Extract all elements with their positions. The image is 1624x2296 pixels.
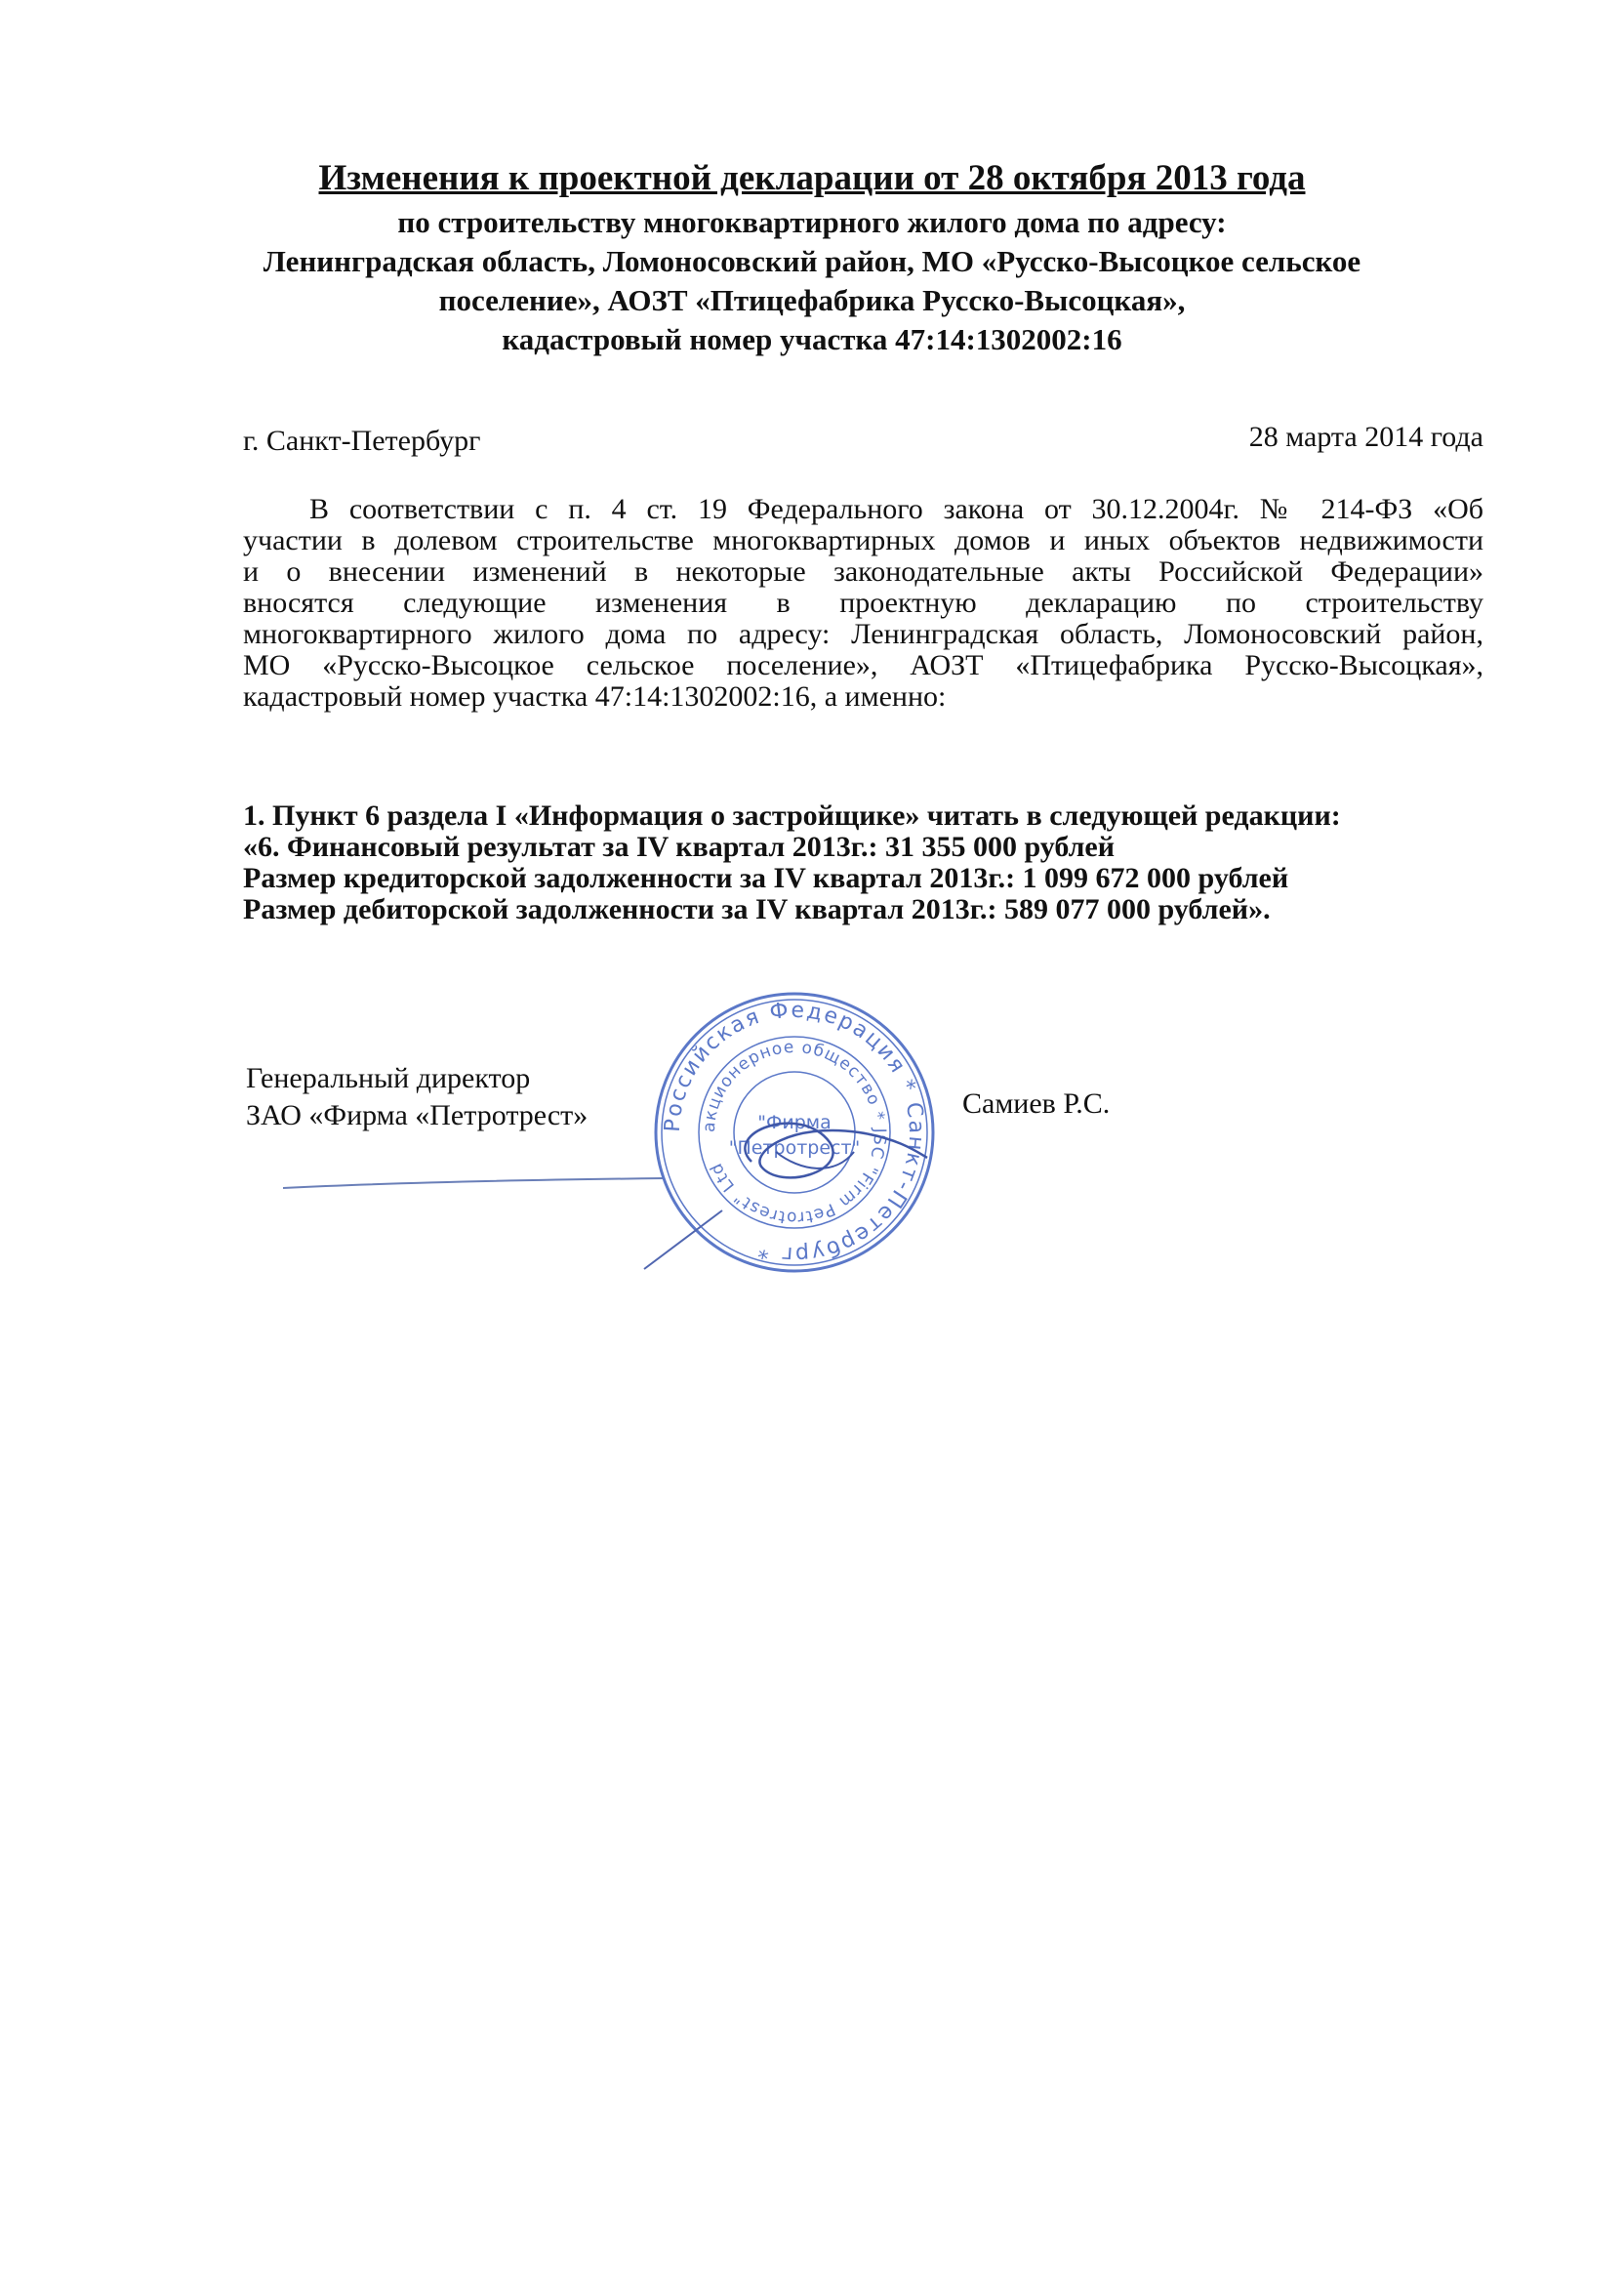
signatory-name: Самиев Р.С. [962,1087,1111,1120]
amendment-line: Размер кредиторской задолженности за IV квартал 2013г.: 1 099 672 000 рублей [243,862,1289,894]
body-line: и о внесении изменений в некоторые законодательные акты Российской Федерации» [243,555,1483,588]
signatory-position-line: Генеральный директор [246,1062,531,1094]
document-date: 28 марта 2014 года [1248,421,1483,453]
body-line: кадастровый номер участка 47:14:1302002:16, а именно: [243,680,947,713]
body-line: многоквартирного жилого дома по адресу: Ленинградская область, Ломоносовский район, [243,618,1483,650]
body-line: вносятся следующие изменения в проектную декларацию по строительству [243,587,1483,619]
amendment-line: 1. Пункт 6 раздела I «Информация о застройщике» читать в следующей редакции: [243,800,1341,832]
document-subtitle [234,203,1390,359]
handwritten-signature [605,1064,976,1289]
body-paragraph [243,494,1483,713]
document-place: г. Санкт-Петербург [243,425,481,457]
stamp-center-line: "Петротрест" [728,1137,861,1159]
subtitle-line: кадастровый номер участка 47:14:1302002:16 [502,322,1122,356]
amendment-line: Размер дебиторской задолженности за IV квартал 2013г.: 589 077 000 рублей». [243,893,1271,925]
document-title: Изменения к проектной декларации от 28 октября 2013 года [318,158,1306,198]
body-line: участии в долевом строительстве многоквартирных домов и иных объектов недвижимости [243,524,1483,556]
amendment-block [243,800,1502,925]
body-line: В соответствии с п. 4 ст. 19 Федерального закона от 30.12.2004г. № 214-ФЗ «Об [309,493,1483,525]
signatory-position-line: ЗАО «Фирма «Петротрест» [246,1099,589,1131]
subtitle-line: по строительству многоквартирного жилого дома по адресу: [397,205,1227,239]
body-line: МО «Русско-Высоцкое сельское поселение», АОЗТ «Птицефабрика Русско-Высоцкая», [243,649,1483,681]
stamp-outer-path: Российская Федерация * Санкт-Петербург * [660,998,929,1267]
subtitle-line: Ленинградская область, Ломоносовский район, МО «Русско-Высоцкое сельское [263,244,1361,278]
subtitle-line: поселение», АОЗТ «Птицефабрика Русско-Высоцкая», [438,283,1186,317]
amendment-line: «6. Финансовый результат за IV квартал 2013г.: 31 355 000 рублей [243,831,1116,863]
signatory-position [246,1060,588,1134]
stamp-middle-path: акционерное общество * JSC "Firm Petrotrest" Ltd [699,1037,890,1228]
stamp-center-line: "Фирма [757,1112,832,1133]
